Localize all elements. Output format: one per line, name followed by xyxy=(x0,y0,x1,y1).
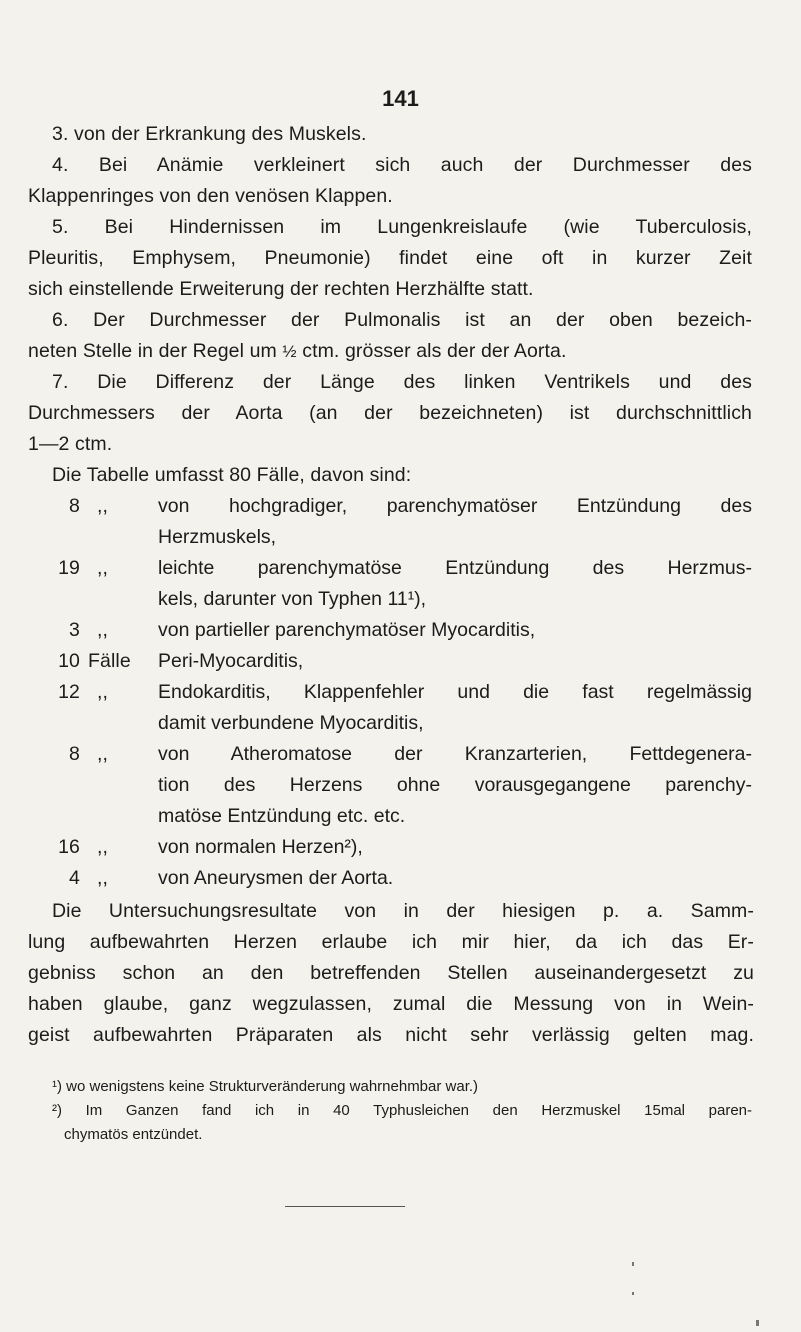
row-5-unit: ,, xyxy=(97,681,109,703)
item-7-line-3: 1—2 ctm. xyxy=(28,433,113,455)
item-5-line-1: 5. Bei Hindernissen im Lungenkreislaufe (wie Tuberculosis, xyxy=(52,216,752,238)
footnote-2-line-2: chymatös entzündet. xyxy=(64,1126,203,1143)
row-8-unit: ,, xyxy=(97,867,109,889)
row-5-line-2: damit verbundene Myocarditis, xyxy=(158,712,424,734)
paper-speck xyxy=(632,1262,634,1266)
footnote-1: ¹) wo wenigstens keine Strukturveränderung wahrnehmbar war.) xyxy=(52,1078,479,1095)
row-1-line-1: von hochgradiger, parenchymatöser Entzündung des xyxy=(158,495,752,517)
row-6-line-3: matöse Entzündung etc. etc. xyxy=(158,805,406,827)
row-2-line-1: leichte parenchymatöse Entzündung des Herzmus- xyxy=(158,557,752,579)
paper-speck xyxy=(632,1292,634,1295)
page-number: 141 xyxy=(382,86,419,111)
row-3-line-1: von partieller parenchymatöser Myocarditis, xyxy=(158,619,536,641)
row-5-count: 12 xyxy=(58,681,80,703)
item-6-line-2 xyxy=(28,337,752,366)
row-4-unit: Fälle xyxy=(88,650,131,672)
footer-rule xyxy=(285,1206,405,1207)
closing-line-4: haben glaube, ganz wegzulassen, zumal die Messung von in Wein- xyxy=(28,993,754,1015)
row-4-count: 10 xyxy=(58,650,80,672)
row-6-unit: ,, xyxy=(97,743,109,765)
row-3-unit: ,, xyxy=(97,619,109,641)
item-4-line-1: 4. Bei Anämie verkleinert sich auch der Durchmesser des xyxy=(52,154,752,176)
footnote-2-line-1: ²) Im Ganzen fand ich in 40 Typhusleichen den Herzmuskel 15mal paren- xyxy=(52,1102,752,1119)
row-3-count: 3 xyxy=(69,619,80,641)
table-intro: Die Tabelle umfasst 80 Fälle, davon sind: xyxy=(52,464,412,486)
item-7-line-1: 7. Die Differenz der Länge des linken Ventrikels und des xyxy=(52,371,752,393)
row-8-count: 4 xyxy=(69,867,80,889)
row-1-count: 8 xyxy=(69,495,80,517)
paper-speck xyxy=(756,1320,759,1326)
closing-line-5: geist aufbewahrten Präparaten als nicht sehr verlässig gelten mag. xyxy=(28,1024,754,1046)
row-2-count: 19 xyxy=(58,557,80,579)
row-5-line-1: Endokarditis, Klappenfehler und die fast regelmässig xyxy=(158,681,752,703)
item-6-text-b: ctm. grösser als der der Aorta. xyxy=(302,340,567,362)
item-4-line-2: Klappenringes von den venösen Klappen. xyxy=(28,185,393,207)
row-4-line-1: Peri-Myocarditis, xyxy=(158,650,304,672)
item-6-text-a: neten Stelle in der Regel um xyxy=(28,340,277,362)
closing-line-1: Die Untersuchungsresultate von in der hiesigen p. a. Samm- xyxy=(52,900,754,922)
row-6-count: 8 xyxy=(69,743,80,765)
row-7-count: 16 xyxy=(58,836,80,858)
fraction-half: ½ xyxy=(282,342,297,361)
item-6-line-1: 6. Der Durchmesser der Pulmonalis ist an der oben bezeich- xyxy=(52,309,752,331)
row-8-line-1: von Aneurysmen der Aorta. xyxy=(158,867,394,889)
item-5-line-3: sich einstellende Erweiterung der rechten Herzhälfte statt. xyxy=(28,278,534,300)
item-3: 3. von der Erkrankung des Muskels. xyxy=(52,123,367,145)
row-7-line-1: von normalen Herzen²), xyxy=(158,836,363,858)
row-1-unit: ,, xyxy=(97,495,109,517)
closing-line-3: gebniss schon an den betreffenden Stellen auseinandergesetzt zu xyxy=(28,962,754,984)
row-2-unit: ,, xyxy=(97,557,109,579)
row-1-line-2: Herzmuskels, xyxy=(158,526,277,548)
row-6-line-1: von Atheromatose der Kranzarterien, Fettdegenera- xyxy=(158,743,752,765)
row-6-line-2: tion des Herzens ohne vorausgegangene parenchy- xyxy=(158,774,752,796)
row-7-unit: ,, xyxy=(97,836,109,858)
item-7-line-2: Durchmessers der Aorta (an der bezeichneten) ist durchschnittlich xyxy=(28,402,752,424)
row-2-line-2: kels, darunter von Typhen 11¹), xyxy=(158,588,427,610)
closing-line-2: lung aufbewahrten Herzen erlaube ich mir hier, da ich das Er- xyxy=(28,931,754,953)
item-5-line-2: Pleuritis, Emphysem, Pneumonie) findet eine oft in kurzer Zeit xyxy=(28,247,752,269)
